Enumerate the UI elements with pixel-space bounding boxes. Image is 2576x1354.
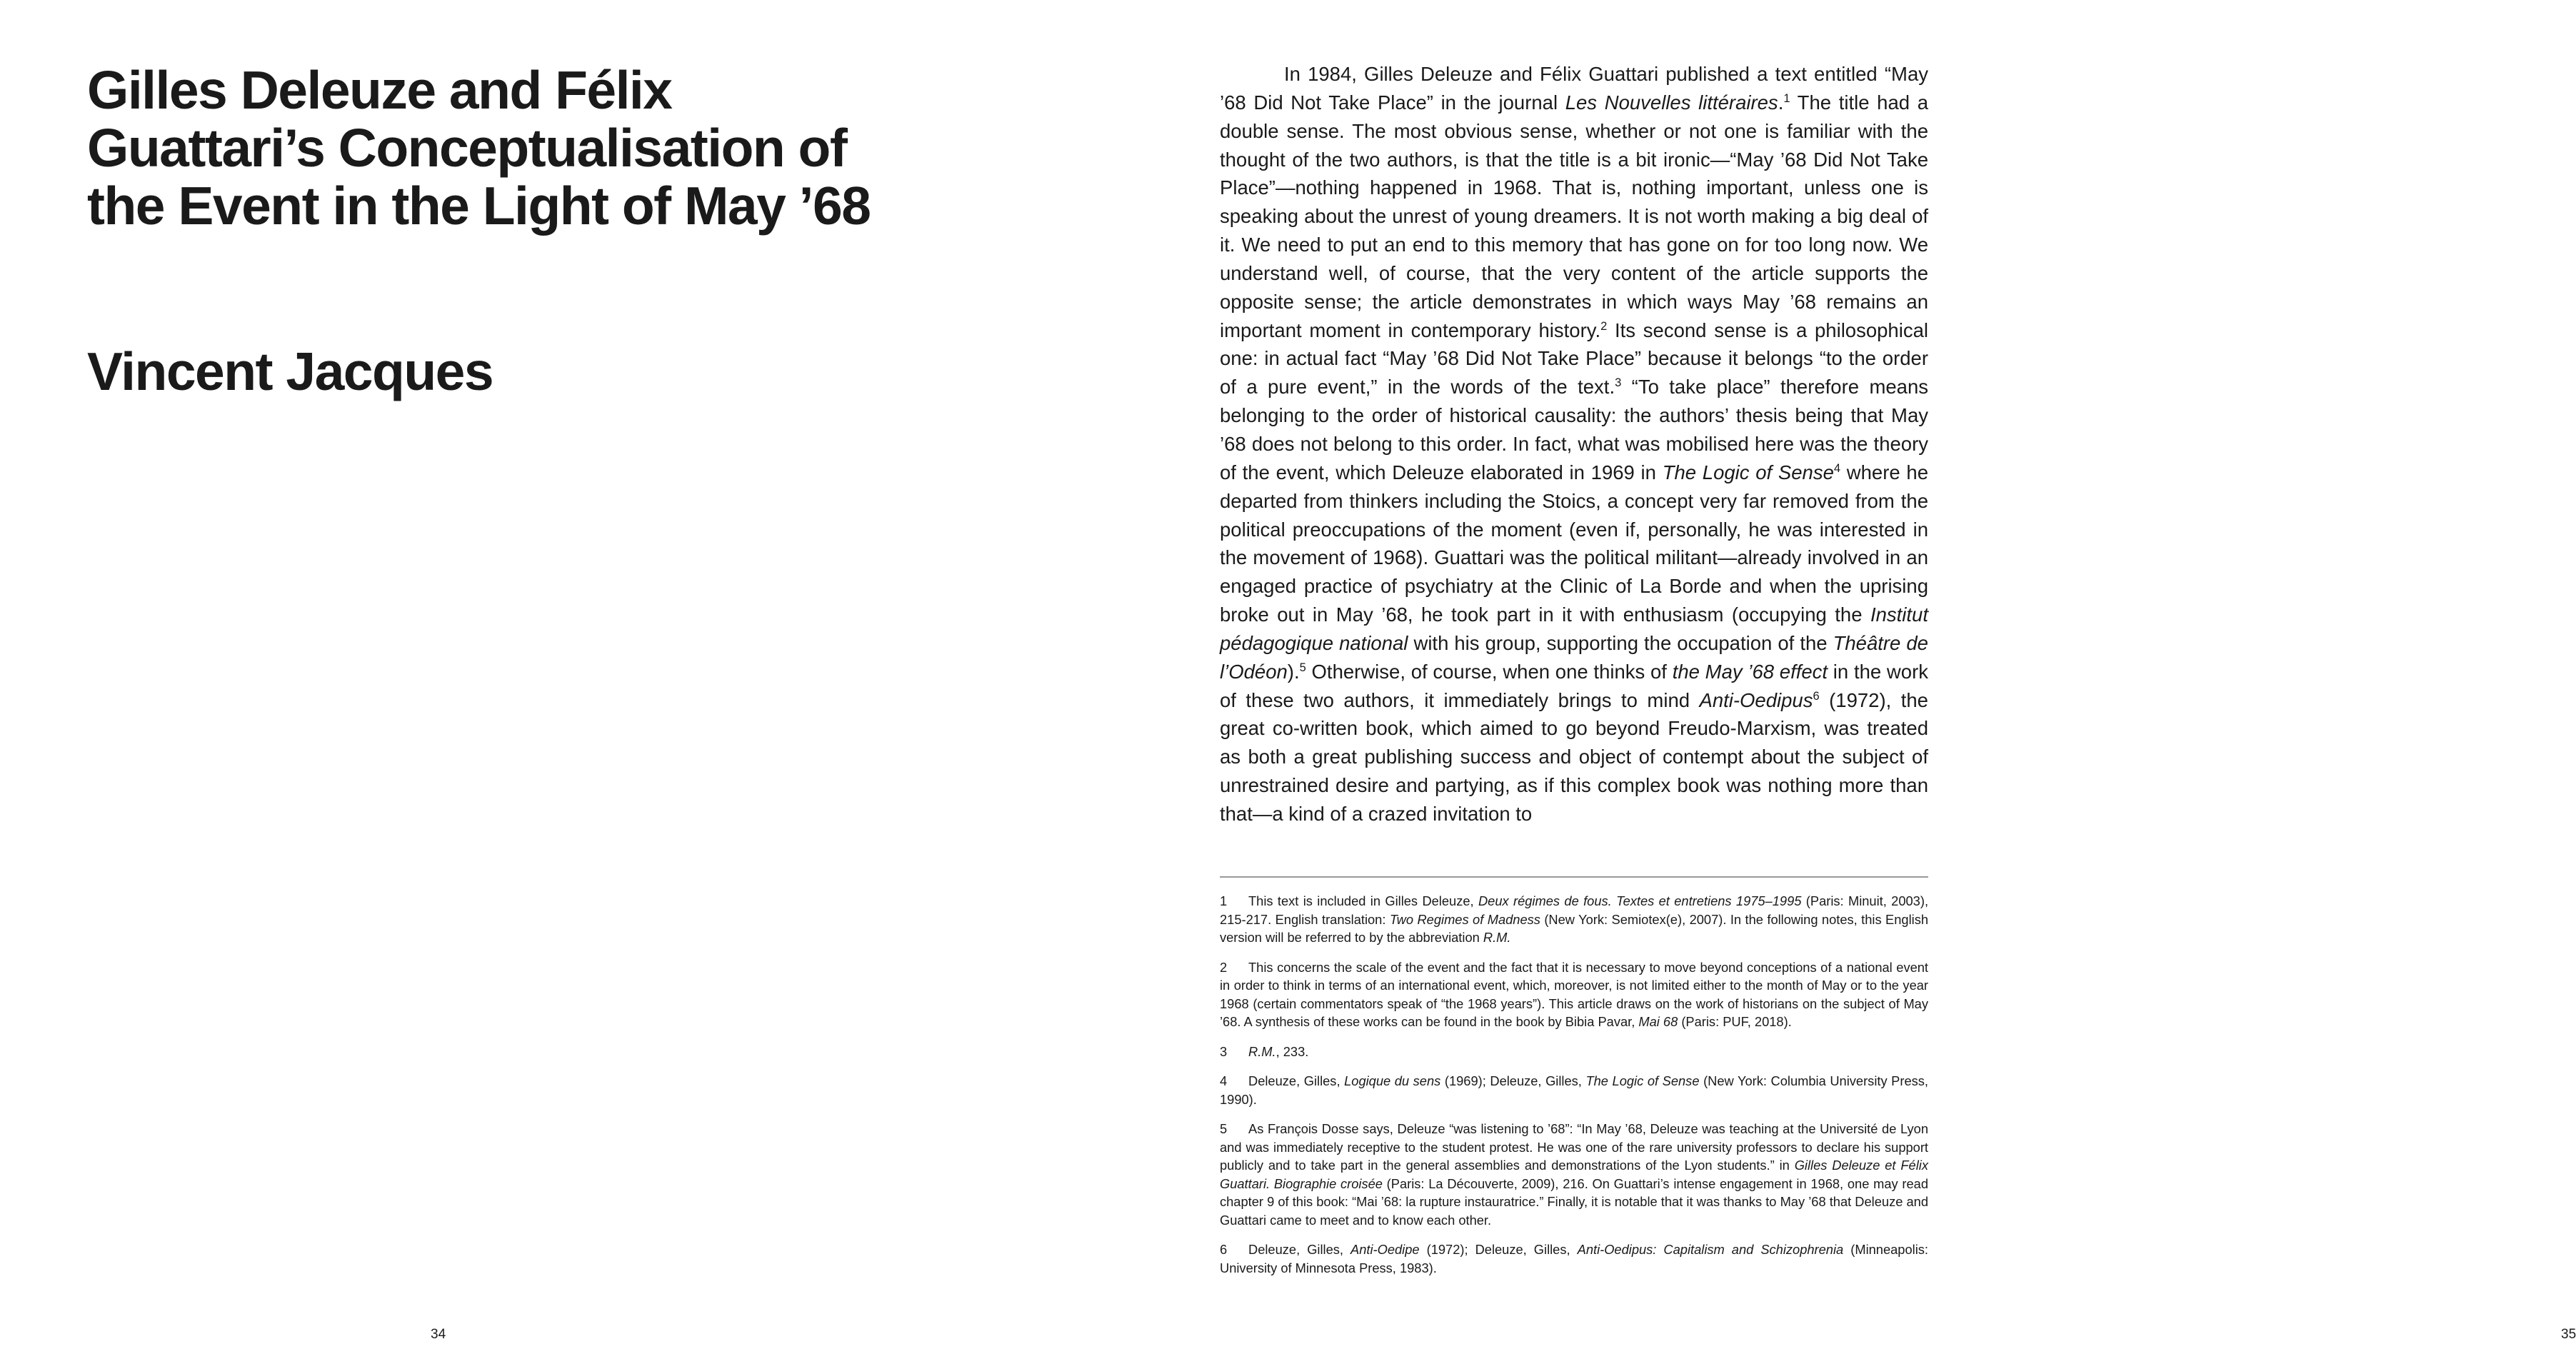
footnote-text-run: This concerns the scale of the event and the fact that it is necessary to move beyond conceptions of a national event in order to think in terms of an international event, which, moreover, is not limited either to the month of May or to the year 1968 (certain commentators speak of “the 1968 years”). This article draws on the work of historians on the subject of May ’68. A synthesis of these works can be found in the book by Bibia Pavar, bbox=[1220, 959, 1928, 1029]
footnote-text-run: (New York: Columbia University Press, 1990). bbox=[1220, 1073, 1928, 1107]
body-text-run: Les Nouvelles littéraires bbox=[1565, 91, 1778, 114]
left-page bbox=[0, 0, 994, 1354]
footnote-text-run: Two Regimes of Madness bbox=[1389, 911, 1540, 927]
footnote-reference: 1 bbox=[1783, 91, 1790, 105]
page-number-right: 35 bbox=[2561, 1327, 2576, 1342]
footnote-divider bbox=[1220, 876, 1928, 878]
body-text-run: The Logic of Sense bbox=[1662, 461, 1834, 483]
footnote-text-run: Deleuze, Gilles, bbox=[1248, 1242, 1351, 1257]
footnote-number: 6 bbox=[1220, 1242, 1228, 1257]
footnote bbox=[1220, 1072, 1928, 1108]
footnote-text-run: R.M. bbox=[1248, 1043, 1276, 1059]
footnote bbox=[1220, 958, 1928, 1031]
footnote-text-run: , 233. bbox=[1276, 1043, 1309, 1059]
footnote bbox=[1220, 892, 1928, 947]
body-text-run: the May ’68 effect bbox=[1672, 660, 1828, 683]
footnote bbox=[1220, 1043, 1928, 1061]
body-text-run: where he departed from thinkers including the Stoics, a concept very far removed from the political preoccupations of the moment (even if, personally, he was interested in the movement of 1968). Guattari was the political militant—already involved in an engaged practice of psychiatry at the Clinic of La Borde and when the uprising broke out in May ’68, he took part in it with enthusiasm (occupying the bbox=[1220, 461, 1928, 626]
body-text-run: Its second sense is a philosophical one: in actual fact “May ’68 Did Not Take Place” because it belongs “to the order of a pure event,” in the words of the text. bbox=[1220, 319, 1928, 398]
body-text-run: The title had a double sense. The most obvious sense, whether or not one is familiar with the thought of the two authors, is that the title is a bit ironic—“May ’68 Did Not Take Place”—nothing happened in 1968. That is, nothing important, unless one is speaking about the unrest of young dreamers. It is not worth making a big deal of it. We need to put an end to this memory that has gone on for too long now. We understand well, of course, that the very content of the article supports the opposite sense; the article demonstrates in which ways May ’68 remains an important moment in contemporary history. bbox=[1220, 91, 1928, 341]
footnote-text-run: Deux régimes de fous. Textes et entretiens 1975–1995 bbox=[1478, 893, 1802, 908]
footnote-text-run: (1969); Deleuze, Gilles, bbox=[1440, 1073, 1586, 1088]
footnote-text-run: (1972); Deleuze, Gilles, bbox=[1419, 1242, 1578, 1257]
author-name: Vincent Jacques bbox=[87, 341, 493, 401]
body-text-run: (1972), the great co-written book, which aimed to go beyond Freudo-Marxism, was treated as both a great publishing success and object of contempt about the subject of unrestrained desire and partying, as if this complex book was nothing more than that—a kind of a crazed invitation to bbox=[1220, 688, 1928, 825]
footnote bbox=[1220, 1240, 1928, 1277]
body-text-run: Institut pédagogique national bbox=[1220, 603, 1928, 654]
body-text-run: in the work of these two authors, it immediately brings to mind bbox=[1220, 660, 1928, 711]
footnote-number: 3 bbox=[1220, 1043, 1228, 1059]
footnote-text-run: As François Dosse says, Deleuze “was listening to ’68”: “In May ’68, Deleuze was teaching at the Université de Lyon and was immediately receptive to the student protest. He was one of the rare university professors to declare his support publicly and to take part in the general assemblies and demonstrations of the Lyon students.” in bbox=[1220, 1121, 1928, 1173]
footnote-number: 4 bbox=[1220, 1073, 1228, 1088]
footnote-text-run: This text is included in Gilles Deleuze, bbox=[1248, 893, 1478, 908]
footnote-text-run: Gilles Deleuze et Félix Guattari. Biographie croisée bbox=[1220, 1158, 1928, 1191]
body-text-run: Anti-Oedipus bbox=[1699, 688, 1813, 711]
footnote-reference: 6 bbox=[1813, 689, 1820, 703]
footnote-reference: 2 bbox=[1600, 319, 1608, 333]
footnote-reference: 4 bbox=[1833, 461, 1841, 475]
footnote-text-run: Deleuze, Gilles, bbox=[1248, 1073, 1345, 1088]
footnote-text-run: Anti-Oedipus: Capitalism and Schizophrenia bbox=[1577, 1242, 1844, 1257]
footnote-reference: 3 bbox=[1615, 376, 1622, 390]
footnotes bbox=[1220, 892, 1928, 1288]
footnote-text-run: (Paris: Minuit, 2003), 215-217. English translation: bbox=[1220, 893, 1929, 927]
footnote-text-run: (Minneapolis: University of Minnesota Press, 1983). bbox=[1220, 1242, 1928, 1275]
body-text-run: ). bbox=[1287, 660, 1300, 683]
body-text-run: Théâtre de l’Odéon bbox=[1220, 631, 1928, 683]
footnote-text-run: Mai 68 bbox=[1638, 1014, 1678, 1029]
footnote-text-run: Anti-Oedipe bbox=[1350, 1242, 1420, 1257]
body-text-run: Otherwise, of course, when one thinks of bbox=[1305, 660, 1673, 683]
footnote bbox=[1220, 1120, 1928, 1229]
body-text-run: “To take place” therefore means belonging to the order of historical causality: the authors’ thesis being that May ’68 does not belong to this order. In fact, what was mobilised here was the theory of the event, which Deleuze elaborated in 1969 in bbox=[1220, 376, 1928, 483]
body-text-run: . bbox=[1778, 91, 1784, 114]
footnote-number: 2 bbox=[1220, 959, 1228, 975]
footnote-number: 5 bbox=[1220, 1121, 1228, 1136]
page-number-left: 34 bbox=[431, 1327, 446, 1342]
body-text-run: with his group, supporting the occupation of the bbox=[1408, 631, 1833, 654]
footnote-number: 1 bbox=[1220, 893, 1228, 908]
footnote-reference: 5 bbox=[1299, 661, 1306, 674]
body-text-run: In 1984, Gilles Deleuze and Félix Guattari published a text entitled “May ’68 Did Not Take Place” in the journal bbox=[1220, 63, 1928, 114]
main-body-text bbox=[1220, 60, 1928, 828]
body-paragraph bbox=[1220, 60, 1928, 828]
footnote-text-run: The Logic of Sense bbox=[1585, 1073, 1700, 1088]
article-title: Gilles Deleuze and Félix Guattari’s Conceptualisation of the Event in the Light of May ’68 bbox=[87, 60, 871, 236]
footnote-text-run: (Paris: PUF, 2018). bbox=[1678, 1014, 1792, 1029]
footnote-text-run: (New York: Semiotex(e), 2007). In the following notes, this English version will be referred to by the abbreviation bbox=[1220, 911, 1929, 945]
footnote-text-run: Logique du sens bbox=[1344, 1073, 1441, 1088]
footnote-text-run: (Paris: La Découverte, 2009), 216. On Guattari’s intense engagement in 1968, one may read chapter 9 of this book: “Mai ’68: la rupture instauratrice.” Finally, it is notable that it was thanks to May ’68 that Deleuze and Guattari came to meet and to know each other. bbox=[1220, 1175, 1928, 1228]
footnote-text-run: R.M. bbox=[1483, 930, 1511, 945]
